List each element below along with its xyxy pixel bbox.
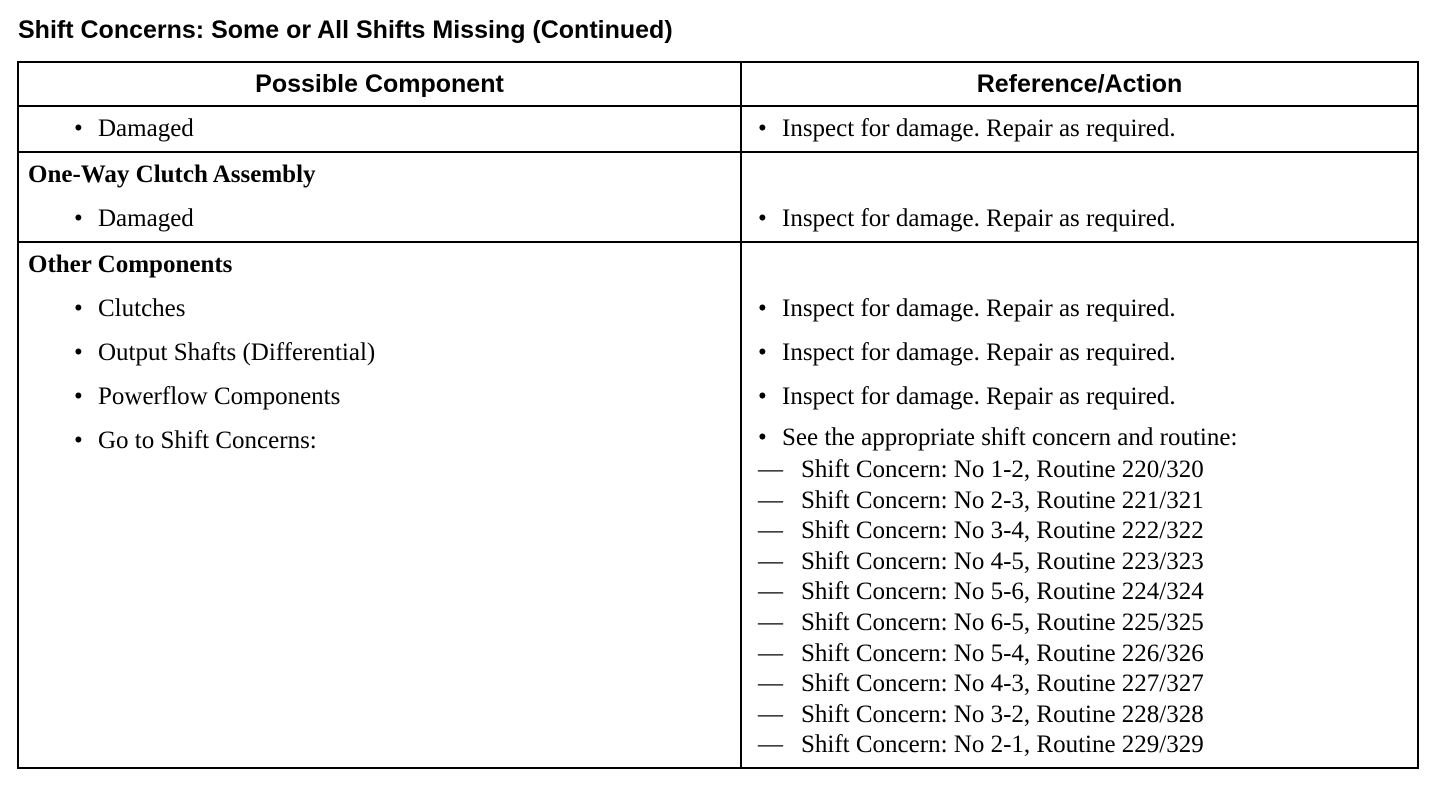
bullet-icon: • bbox=[758, 295, 767, 322]
dash-icon: — bbox=[758, 731, 783, 759]
list-item bbox=[742, 547, 1417, 578]
list-item bbox=[742, 700, 1417, 731]
dash-icon: — bbox=[758, 578, 783, 606]
shift-concern-text: Shift Concern: No 2-3, Routine 221/321 bbox=[801, 486, 1204, 514]
list-item bbox=[742, 287, 1417, 331]
shift-concern-list bbox=[742, 455, 1417, 767]
dash-icon: — bbox=[758, 456, 783, 483]
list-item bbox=[19, 375, 740, 419]
action-text: Inspect for damage. Repair as required. bbox=[782, 339, 1176, 366]
shift-concern-text: Shift Concern: No 3-4, Routine 222/322 bbox=[801, 517, 1204, 545]
group-title: One-Way Clutch Assembly bbox=[28, 161, 316, 188]
bullet-icon: • bbox=[74, 115, 83, 142]
shift-concern-text: Shift Concern: No 4-3, Routine 227/327 bbox=[801, 670, 1204, 698]
bullet-icon: • bbox=[758, 205, 767, 232]
bullet-icon: • bbox=[758, 383, 767, 410]
shift-concern-table bbox=[17, 61, 1419, 769]
list-item bbox=[19, 197, 740, 241]
dash-icon: — bbox=[758, 517, 783, 545]
shift-concern-text: Shift Concern: No 1-2, Routine 220/320 bbox=[801, 456, 1204, 483]
bullet-icon: • bbox=[758, 115, 767, 142]
header-reference-action: Reference/Action bbox=[741, 62, 1418, 106]
shift-concern-text: Shift Concern: No 3-2, Routine 228/328 bbox=[801, 700, 1204, 728]
list-item bbox=[742, 331, 1417, 375]
shift-concern-text: Shift Concern: No 6-5, Routine 225/325 bbox=[801, 608, 1204, 636]
header-possible-component: Possible Component bbox=[18, 62, 741, 106]
component-text: Damaged bbox=[98, 205, 194, 232]
action-text: Inspect for damage. Repair as required. bbox=[782, 295, 1176, 322]
bullet-icon: • bbox=[74, 339, 83, 366]
list-item bbox=[19, 419, 740, 463]
dash-icon: — bbox=[758, 639, 783, 667]
action-text: Inspect for damage. Repair as required. bbox=[782, 383, 1176, 410]
list-item bbox=[742, 639, 1417, 670]
list-item bbox=[742, 421, 1417, 455]
list-item bbox=[19, 107, 740, 151]
action-cell bbox=[741, 242, 1418, 768]
bullet-icon: • bbox=[74, 295, 83, 322]
component-cell bbox=[18, 152, 741, 242]
list-item bbox=[19, 331, 740, 375]
component-text: Output Shafts (Differential) bbox=[98, 339, 376, 366]
action-text: Inspect for damage. Repair as required. bbox=[782, 205, 1176, 232]
list-item bbox=[742, 197, 1417, 241]
component-text: Damaged bbox=[98, 115, 194, 142]
table-header-row bbox=[18, 62, 1418, 106]
component-cell bbox=[18, 242, 741, 768]
list-item bbox=[742, 486, 1417, 517]
list-item bbox=[742, 107, 1417, 151]
action-cell bbox=[741, 152, 1418, 242]
bullet-icon: • bbox=[74, 205, 83, 232]
bullet-icon: • bbox=[758, 339, 767, 366]
table-row bbox=[18, 106, 1418, 152]
action-cell bbox=[741, 106, 1418, 152]
list-item bbox=[742, 375, 1417, 419]
shift-concern-text: Shift Concern: No 5-6, Routine 224/324 bbox=[801, 578, 1204, 606]
table-row bbox=[18, 242, 1418, 768]
action-text: See the appropriate shift concern and routine: bbox=[782, 424, 1238, 451]
action-text: Inspect for damage. Repair as required. bbox=[782, 115, 1176, 142]
list-item bbox=[742, 577, 1417, 608]
bullet-icon: • bbox=[74, 383, 83, 410]
shift-concern-text: Shift Concern: No 5-4, Routine 226/326 bbox=[801, 639, 1204, 667]
dash-icon: — bbox=[758, 700, 783, 728]
group-title: Other Components bbox=[28, 251, 233, 278]
list-item bbox=[742, 455, 1417, 486]
list-item bbox=[742, 608, 1417, 639]
table-row bbox=[18, 152, 1418, 242]
component-text: Powerflow Components bbox=[98, 383, 341, 410]
shift-concern-text: Shift Concern: No 2-1, Routine 229/329 bbox=[801, 731, 1204, 759]
list-item bbox=[742, 516, 1417, 547]
component-cell bbox=[18, 106, 741, 152]
list-item bbox=[19, 287, 740, 331]
dash-icon: — bbox=[758, 670, 783, 698]
shift-concern-text: Shift Concern: No 4-5, Routine 223/323 bbox=[801, 547, 1204, 575]
document-title: Shift Concerns: Some or All Shifts Missing (Continued) bbox=[18, 16, 673, 44]
component-text: Clutches bbox=[98, 295, 186, 322]
list-item bbox=[742, 730, 1417, 761]
dash-icon: — bbox=[758, 608, 783, 636]
component-text: Go to Shift Concerns: bbox=[98, 427, 317, 454]
dash-icon: — bbox=[758, 547, 783, 575]
list-item bbox=[742, 669, 1417, 700]
dash-icon: — bbox=[758, 486, 783, 514]
bullet-icon: • bbox=[74, 427, 83, 454]
bullet-icon: • bbox=[758, 424, 767, 451]
